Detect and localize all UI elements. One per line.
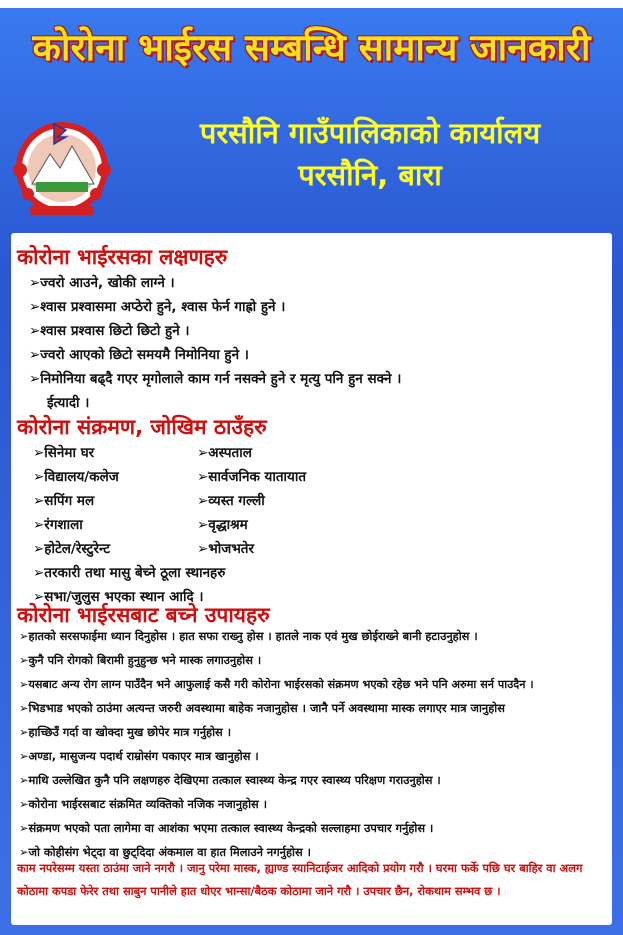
main-title: कोरोना भाईरस सम्बन्धि सामान्य जानकारी bbox=[32, 26, 591, 69]
prevention-item: ➢कोरोना भाईरसबाट संक्रमित व्यक्तिको नजिक नजानुहोस । bbox=[19, 797, 268, 811]
risk-place-item: ➢सिनेमा घर bbox=[33, 445, 95, 461]
symptom-item: ➢श्वास प्रश्वासमा अप्ठेरो हुने, श्वास फेर्न गाह्रो हुने । bbox=[29, 299, 286, 315]
symptom-item: ➢ज्वरो आएको छिटो समयमै निमोनिया हुने । bbox=[29, 347, 249, 363]
risk-place-item: ➢सार्वजनिक यातायात bbox=[197, 469, 307, 485]
risk-place-item: ➢सभा/जुलुस भएका स्थान आदि । bbox=[33, 589, 204, 605]
symptoms-etc: ईत्यादी । bbox=[47, 395, 90, 411]
prevention-item: ➢जो कोहीसंग भेट्दा वा छुट्दिदा अंकमाल वा हात मिलाउने नगर्नुहोस । bbox=[19, 845, 311, 859]
risk-place-item: ➢वृद्धाश्रम bbox=[197, 517, 248, 533]
symptoms-heading: कोरोना भाईरसका लक्षणहरु bbox=[17, 245, 228, 269]
prevention-item: ➢हातको सरसफाईमा ध्यान दिनुहोस । हात सफा राख्नु होस । हातले नाक एवं मुख छोईराख्ने बानी हटाउनुहोस । bbox=[19, 629, 478, 643]
risk-place-item: ➢अस्पताल bbox=[197, 445, 252, 461]
risk-place-item: ➢तरकारी तथा मासु बेच्ने ठूला स्थानहरु bbox=[33, 565, 226, 581]
risk-place-item: ➢होटेल/रेस्टुरेन्ट bbox=[33, 541, 111, 557]
risk-place-item: ➢सपिंग मल bbox=[33, 493, 95, 509]
prevention-item: ➢भिडभाड भएको ठाउंमा अत्यन्त जरुरी अवस्थामा बाहेक नजानुहोस । जानै पर्ने अवस्थामा मास्क लगाएर मात्र जानुहोस bbox=[19, 701, 505, 715]
prevention-heading: कोरोना भाईरसबाट बच्ने उपायहरु bbox=[17, 603, 270, 627]
risk-place-item: ➢भोजभतेर bbox=[197, 541, 255, 557]
prevention-item: ➢यसबाट अन्य रोग लाग्न पाउँदैन भने आफुलाई कसै गरी कोरोना भाईरसको संक्रमण भएको रहेछ भने पनि अरुमा सर्न पाउदैन । bbox=[19, 678, 534, 691]
content-panel bbox=[11, 233, 612, 925]
prevention-item: ➢संक्रमण भएको पता लागेमा वा आशंका भएमा तत्काल स्वास्थ्य केन्द्रको सल्लाहमा उपचार गर्नुहोस । bbox=[19, 821, 434, 835]
prevention-item: ➢हाच्छिउँ गर्दा वा खोक्दा मुख छोपेर मात्र गर्नुहोस । bbox=[19, 725, 232, 739]
top-white-band bbox=[0, 0, 623, 8]
risk-place-item: ➢रंगशाला bbox=[33, 517, 83, 533]
prevention-item: ➢अण्डा, मासुजन्य पदार्थ राम्रोसंग पकाएर मात्र खानुहोस । bbox=[19, 749, 259, 763]
risk-place-item: ➢विद्यालय/कलेज bbox=[33, 469, 119, 485]
footer-note: काम नपरेसम्म यस्ता ठाउंमा जाने नगरौ । जानु परेमा मास्क, ह्याण्ड स्यानिटाईजर आदिको प्रयोग गरौ । घरमा फर्के पछि घर बाहिर वा अलग कोठामा कपडा फेरेर तथा साबुन पानीले हात धोएर भान्सा/बैठक कोठामा जाने गरौ । उपचार छैन, रोकथाम सम्भव छ । bbox=[17, 861, 583, 898]
office-name: परसौनि गाउँपालिकाको कार्यालय bbox=[199, 116, 541, 150]
prevention-item: ➢माथि उल्लेखित कुनै पनि लक्षणहरु देखिएमा तत्काल स्वास्थ्य केन्द्र गएर स्वास्थ्य परिक्षण गराउनुहोस । bbox=[19, 773, 441, 787]
office-location: परसौनि, बारा bbox=[298, 158, 442, 193]
prevention-item: ➢कुनै पनि रोगको बिरामी हुनुहुन्छ भने मास्क लगाउनुहोस । bbox=[19, 653, 262, 667]
office-block bbox=[130, 112, 610, 196]
risk-places-heading: कोरोना संक्रमण, जोखिम ठाउँहरु bbox=[17, 415, 267, 439]
risk-place-item: ➢व्यस्त गल्ली bbox=[197, 493, 265, 509]
symptom-item: ➢निमोनिया बढ्दै गएर मृगोलाले काम गर्न नसक्ने हुने र मृत्यु पनि हुन सक्ने । bbox=[29, 371, 402, 387]
symptom-item: ➢ज्वरो आउने, खोकी लाग्ने । bbox=[29, 275, 175, 291]
symptom-item: ➢श्वास प्रश्वास छिटो छिटो हुने । bbox=[29, 323, 190, 339]
nepal-government-emblem-icon bbox=[2, 110, 122, 220]
